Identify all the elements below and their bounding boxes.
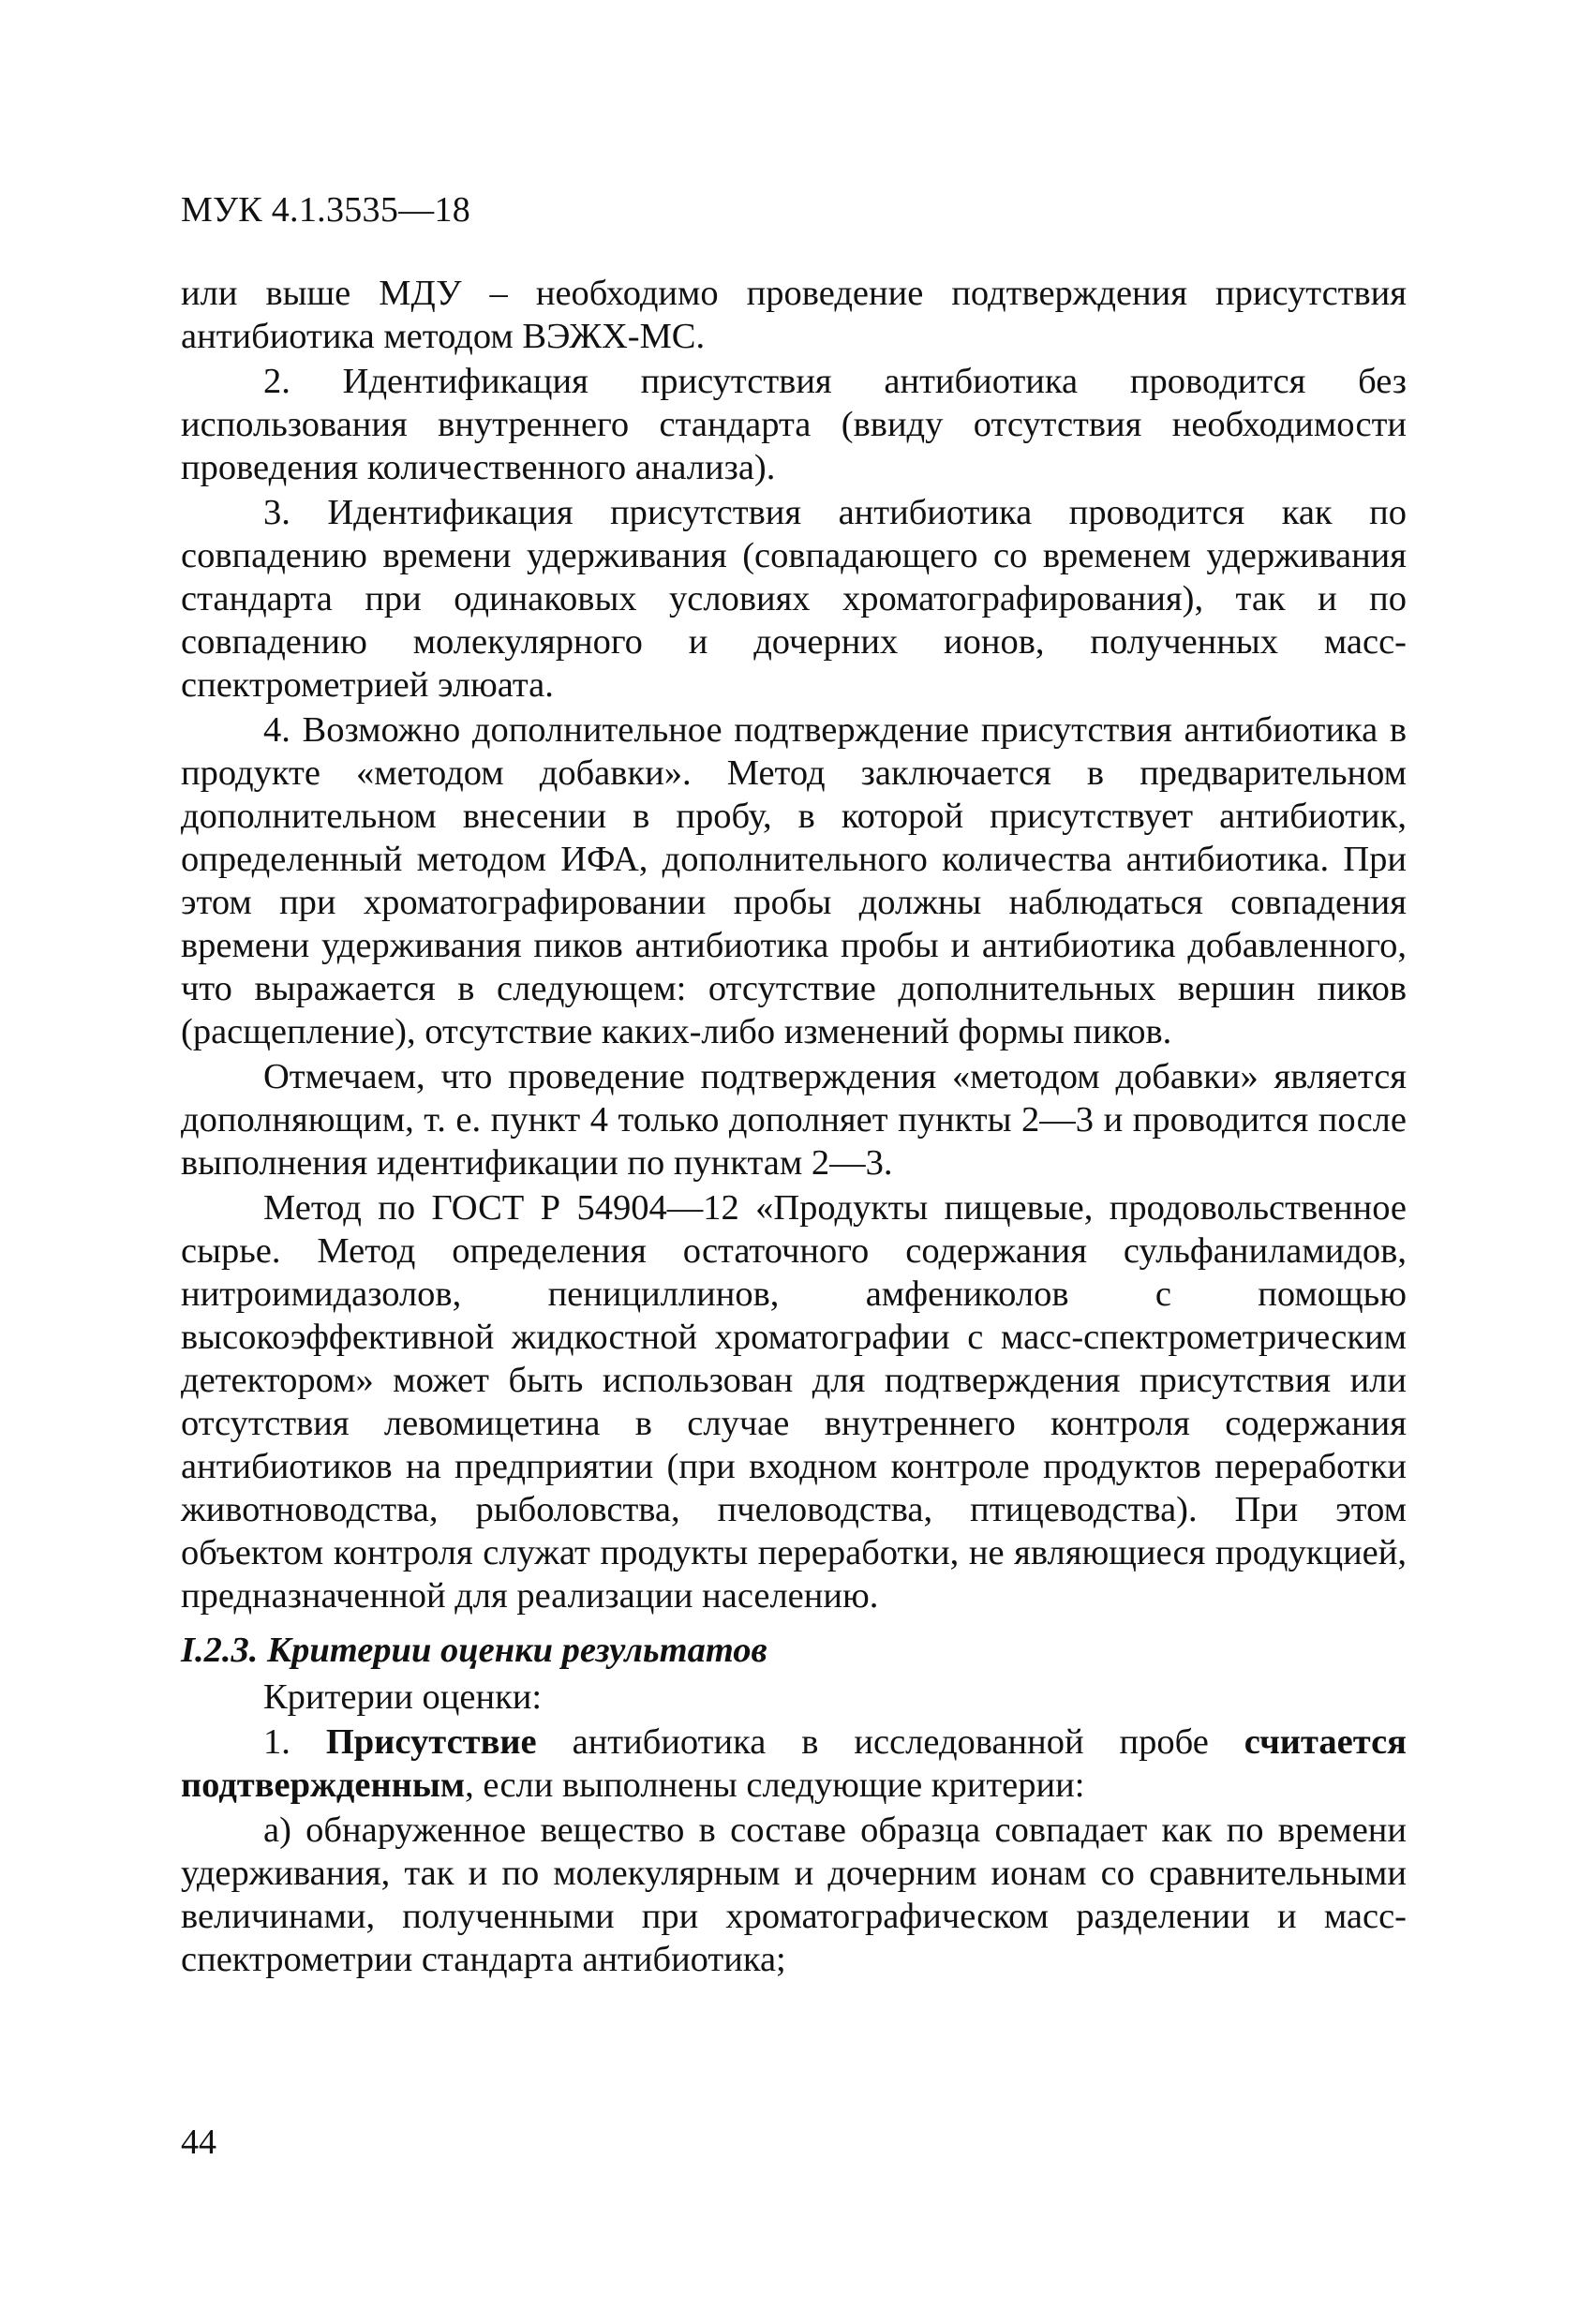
paragraph-item-2: 2. Идентификация присутствия антибиотика проводится без использования внутреннего стандарта (ввиду отсутствия необходимости проведения количественного анализа). — [181, 362, 1407, 487]
paragraph-note: Отмечаем, что проведение подтверждения «методом добавки» является дополняющим, т. е. пункт 4 только дополняет пункты 2—3 и проводится после выполнения идентификации по пунктам 2—3. — [181, 1057, 1407, 1183]
criterion-bold-presence: Присутствие — [325, 1722, 537, 1762]
paragraph-criterion-a: а) обнаруженное вещество в составе образца совпадает как по времени удерживания, так и по молекулярным и дочерним ионам со сравнительными величинами, полученными при хроматографическом разделении и масс-спектрометрии стандарта антибиотика; — [181, 1810, 1407, 1979]
paragraph-item-4: 4. Возможно дополнительное подтверждение присутствия антибиотика в продукте «методом добавки». Метод заключается в предварительном дополнительном внесении в пробу, в которой присутствует антибиотик, определенный методом ИФА, дополнительного количества антибиотика. При этом при хроматографировании пробы должны наблюдаться совпадения времени удерживания пиков антибиотика пробы и антибиотика добавленного, что выражается в следующем: отсутствие дополнительных вершин пиков (расщепление), отсутствие каких-либо изменений формы пиков. — [181, 710, 1407, 1051]
page-number: 44 — [181, 2123, 216, 2162]
criterion-text-mid: антибиотика в исследованной пробе — [536, 1722, 1244, 1762]
criterion-text-end: , если выполнены следующие критерии: — [465, 1765, 1085, 1805]
paragraph-criteria-intro: Критерии оценки: — [263, 1677, 543, 1717]
criterion-bold-confirmed: считается подтвержденным — [181, 1722, 1408, 1805]
document-body — [181, 272, 1407, 1983]
document-code-header: МУК 4.1.3535—18 — [181, 190, 471, 230]
paragraph-gost-method: Метод по ГОСТ Р 54904—12 «Продукты пищевые, продовольственное сырье. Метод определения остаточного содержания сульфаниламидов, нитроимидазолов, пенициллинов, амфениколов с помощью высокоэффективной жидкостной хроматографии с масс-спектрометрическим детектором» может быть использован для подтверждения присутствия или отсутствия левомицетина в случае внутреннего контроля содержания антибиотиков на предприятии (при входном контроле продуктов переработки животноводства, рыболовства, пчеловодства, птицеводства). При этом объектом контроля служат продукты переработки, не являющиеся продукцией, предназначенной для реализации населению. — [181, 1188, 1407, 1616]
paragraph-continuation: или выше МДУ – необходимо проведение подтверждения присутствия антибиотика методом ВЭЖХ-МС. — [181, 274, 1407, 356]
paragraph-criterion-1 — [181, 1721, 1407, 1807]
paragraph-item-3: 3. Идентификация присутствия антибиотика проводится как по совпадению времени удерживания (совпадающего со временем удерживания стандарта при одинаковых условиях хроматографирования), так и по совпадению молекулярного и дочерних ионов, полученных масс-спектрометрией элюата. — [181, 493, 1407, 705]
criterion-number: 1. — [263, 1722, 326, 1762]
section-title: I.2.3. Критерии оценки результатов — [181, 1631, 767, 1670]
